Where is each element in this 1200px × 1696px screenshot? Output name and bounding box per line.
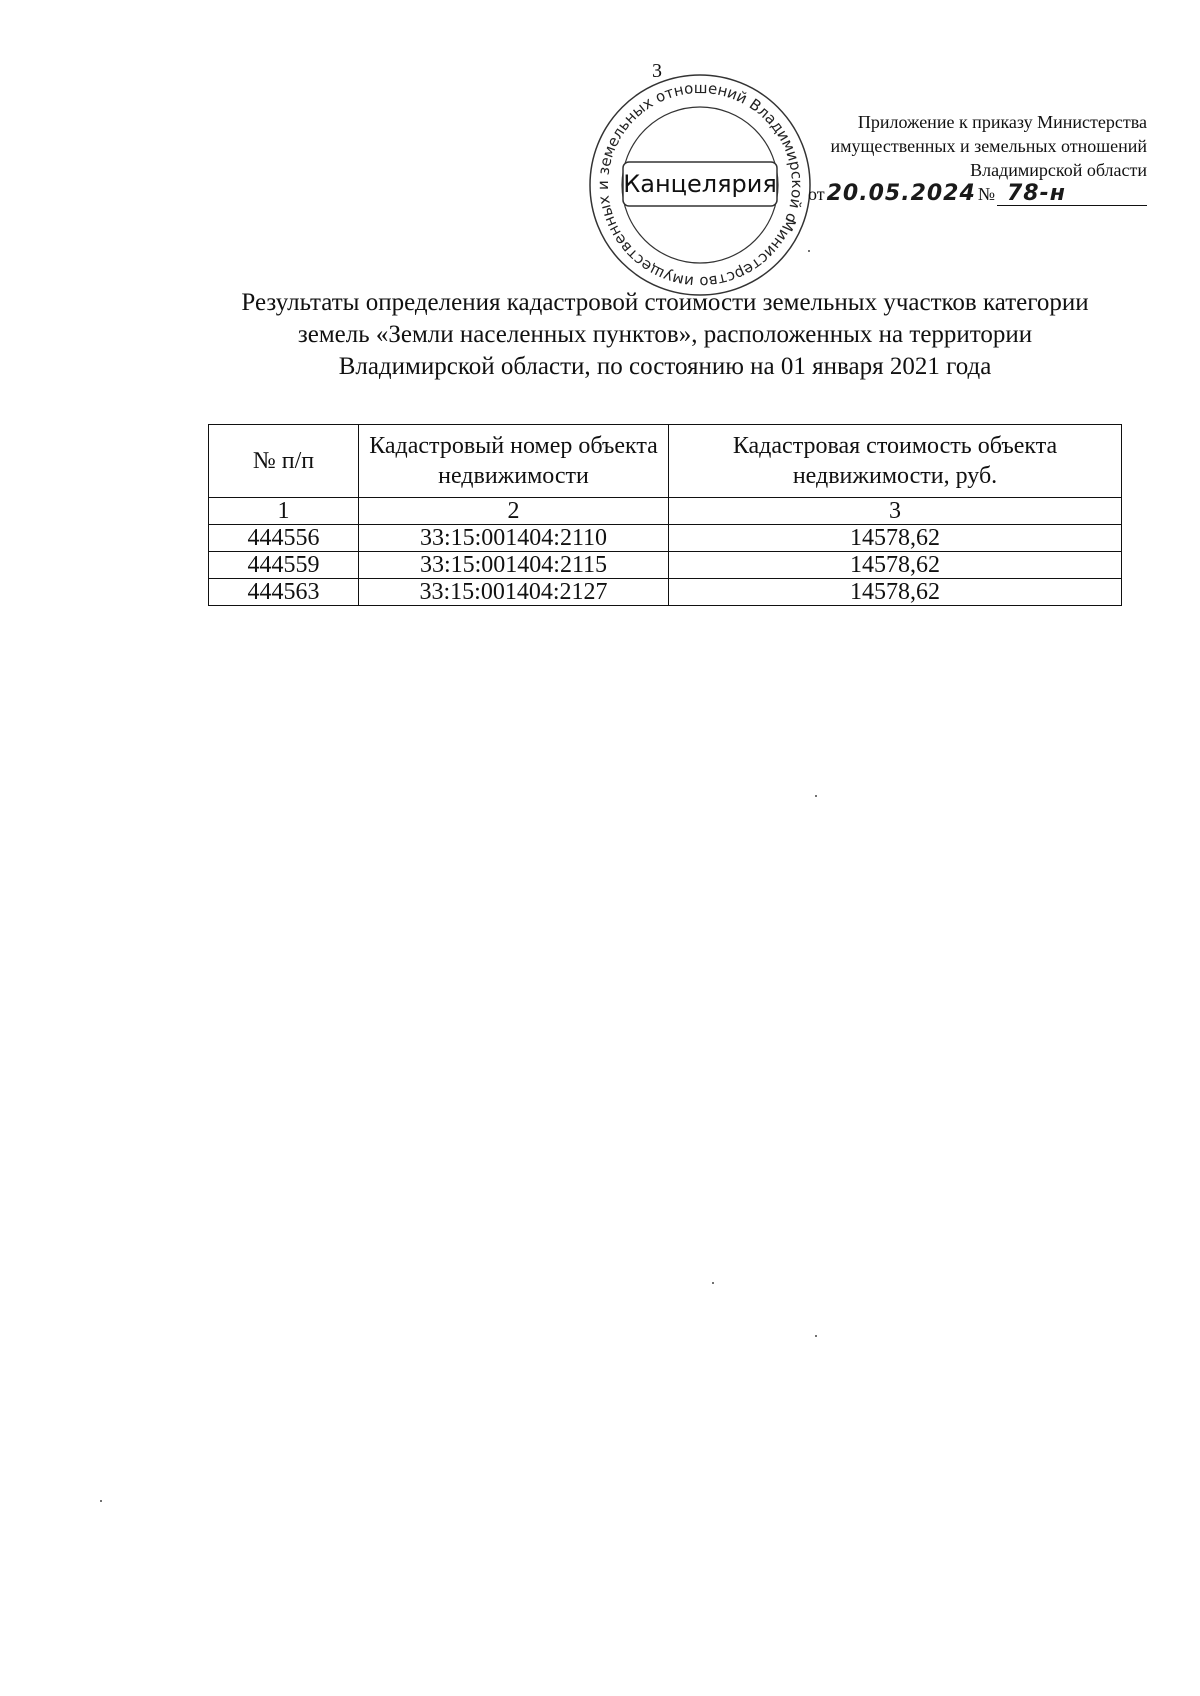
table-row: [209, 552, 1122, 579]
title-line-3: Владимирской области, по состоянию на 01 января 2021 года: [338, 353, 992, 380]
scan-speck: [712, 1282, 714, 1284]
header-line-2: имущественных и земельных отношений: [830, 136, 1147, 156]
document-title: [180, 287, 1150, 383]
header-line-3: Владимирской области: [970, 160, 1147, 180]
row-cadastral-value: 14578,62: [669, 525, 1122, 552]
title-line-2: земель «Земли населенных пунктов», расположенных на территории: [297, 321, 1033, 348]
title-line-1: Результаты определения кадастровой стоимости земельных участков категории: [241, 289, 1089, 316]
header-line-1: Приложение к приказу Министерства: [857, 112, 1147, 132]
table-row: [209, 525, 1122, 552]
row-cadastral-value: 14578,62: [669, 552, 1122, 579]
scan-speck: [808, 250, 810, 252]
page-number: 3: [652, 60, 663, 82]
row-cadastral-number: 33:15:001404:2110: [359, 525, 669, 552]
scan-speck: [815, 1335, 817, 1337]
row-cadastral-number: 33:15:001404:2127: [359, 579, 669, 606]
scan-speck: [815, 795, 817, 797]
order-date-number-line: [767, 182, 1147, 206]
column-number: 2: [359, 498, 669, 525]
stamp-center-text: Канцелярия: [623, 170, 777, 198]
stamp-outer-text: Министерство имущественных и земельных отношений Владимирской области: [593, 78, 807, 292]
row-cadastral-number: 33:15:001404:2115: [359, 552, 669, 579]
table-row: [209, 579, 1122, 606]
number-prefix: №: [977, 184, 995, 204]
appendix-header: [767, 110, 1147, 206]
row-index: 444559: [209, 552, 359, 579]
column-number: 1: [209, 498, 359, 525]
handwritten-order-number: 78-н: [1007, 181, 1066, 206]
column-header-index: № п/п: [209, 425, 359, 498]
date-prefix: от: [807, 184, 825, 204]
row-index: 444556: [209, 525, 359, 552]
row-index: 444563: [209, 579, 359, 606]
scan-speck: [100, 1500, 102, 1502]
column-header-cadastral-value: Кадастровая стоимость объекта недвижимости, руб.: [669, 425, 1122, 498]
table-header-row: [209, 425, 1122, 498]
cadastral-value-table: [208, 424, 1122, 606]
column-number: 3: [669, 498, 1122, 525]
handwritten-date: 20.05.2024: [826, 181, 976, 206]
column-header-cadastral-number: Кадастровый номер объекта недвижимости: [359, 425, 669, 498]
row-cadastral-value: 14578,62: [669, 579, 1122, 606]
column-number-row: [209, 498, 1122, 525]
